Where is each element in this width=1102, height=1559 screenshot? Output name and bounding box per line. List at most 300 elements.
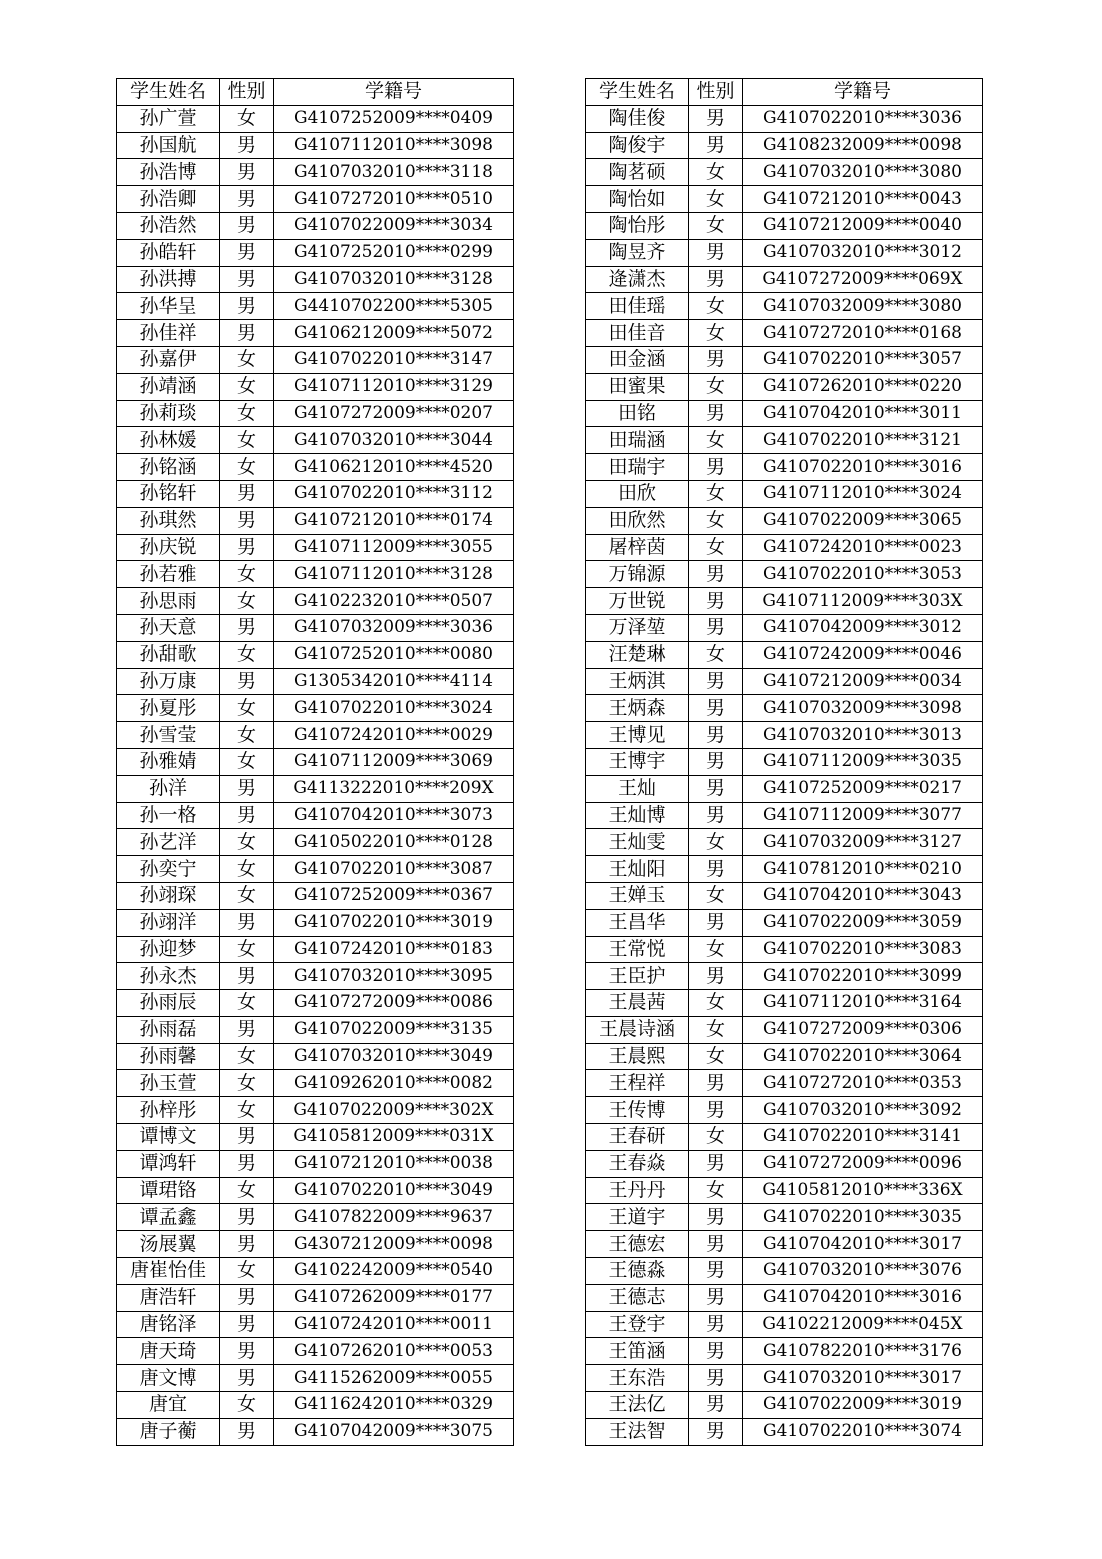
column-header-gender: 性别: [689, 79, 743, 106]
table-row: [586, 1204, 983, 1231]
student-id-cell: G4107272009****0086: [274, 990, 514, 1017]
gender-cell: 男: [220, 1311, 274, 1338]
gender-cell: 男: [220, 212, 274, 239]
column-header-student-id: 学籍号: [743, 79, 983, 106]
student-id-cell: G4107112010****3128: [274, 561, 514, 588]
student-name-cell: 孙天意: [117, 614, 220, 641]
student-name-cell: 王春研: [586, 1124, 689, 1151]
student-name-cell: 孙铭涵: [117, 454, 220, 481]
student-id-cell: G4107272009****0207: [274, 400, 514, 427]
student-name-cell: 王炳淇: [586, 668, 689, 695]
student-id-cell: G4107022010****3035: [743, 1204, 983, 1231]
student-name-cell: 孙靖涵: [117, 373, 220, 400]
table-row: [117, 534, 514, 561]
student-id-cell: G4113222010****209X: [274, 775, 514, 802]
table-row: [586, 936, 983, 963]
table-row: [586, 668, 983, 695]
table-row: [117, 641, 514, 668]
table-row: [586, 963, 983, 990]
student-name-cell: 王程祥: [586, 1070, 689, 1097]
gender-cell: 男: [689, 400, 743, 427]
table-row: [586, 614, 983, 641]
student-name-cell: 唐崔怡佳: [117, 1258, 220, 1285]
column-header-student-id: 学籍号: [274, 79, 514, 106]
table-row: [586, 1231, 983, 1258]
gender-cell: 女: [689, 1043, 743, 1070]
gender-cell: 男: [689, 1204, 743, 1231]
student-name-cell: 逄潇杰: [586, 266, 689, 293]
student-id-cell: G4107112010****3164: [743, 990, 983, 1017]
student-id-cell: G4107032009****3036: [274, 614, 514, 641]
student-id-cell: G4107112010****3024: [743, 480, 983, 507]
gender-cell: 男: [220, 668, 274, 695]
table-row: [586, 239, 983, 266]
student-name-cell: 孙迎梦: [117, 936, 220, 963]
student-id-cell: G4107272009****0306: [743, 1016, 983, 1043]
table-row: [117, 427, 514, 454]
table-row: [117, 1150, 514, 1177]
table-row: [586, 534, 983, 561]
table-row: [586, 427, 983, 454]
student-name-cell: 陶茗硕: [586, 159, 689, 186]
student-id-cell: G4107822009****9637: [274, 1204, 514, 1231]
gender-cell: 女: [220, 454, 274, 481]
student-name-cell: 孙嘉伊: [117, 346, 220, 373]
table-row: [117, 1204, 514, 1231]
table-row: [586, 695, 983, 722]
student-id-cell: G4107242010****0023: [743, 534, 983, 561]
gender-cell: 男: [220, 1284, 274, 1311]
student-name-cell: 王灿阳: [586, 856, 689, 883]
student-name-cell: 孙永杰: [117, 963, 220, 990]
student-name-cell: 汤展翼: [117, 1231, 220, 1258]
student-id-cell: G4107022010****3053: [743, 561, 983, 588]
gender-cell: 男: [220, 507, 274, 534]
student-name-cell: 孙广萱: [117, 105, 220, 132]
student-name-cell: 孙浩卿: [117, 186, 220, 213]
student-name-cell: 田欣然: [586, 507, 689, 534]
gender-cell: 男: [220, 1204, 274, 1231]
table-row: [586, 159, 983, 186]
gender-cell: 女: [689, 186, 743, 213]
student-name-cell: 万泽堃: [586, 614, 689, 641]
gender-cell: 男: [220, 1231, 274, 1258]
table-row: [117, 480, 514, 507]
gender-cell: 男: [689, 266, 743, 293]
student-roster-table-right: [585, 78, 983, 1446]
student-id-cell: G4107042010****3016: [743, 1284, 983, 1311]
student-name-cell: 唐天琦: [117, 1338, 220, 1365]
student-id-cell: G1305342010****4114: [274, 668, 514, 695]
table-row: [586, 1097, 983, 1124]
table-row: [117, 266, 514, 293]
student-name-cell: 孙一格: [117, 802, 220, 829]
student-id-cell: G4107022010****3064: [743, 1043, 983, 1070]
table-row: [586, 561, 983, 588]
gender-cell: 女: [689, 507, 743, 534]
gender-cell: 女: [689, 480, 743, 507]
student-id-cell: G4107212009****0040: [743, 212, 983, 239]
gender-cell: 女: [689, 936, 743, 963]
table-row: [586, 480, 983, 507]
student-name-cell: 孙若雅: [117, 561, 220, 588]
student-id-cell: G4107042010****3043: [743, 882, 983, 909]
table-row: [117, 346, 514, 373]
table-row: [586, 1124, 983, 1151]
table-row: [117, 668, 514, 695]
student-id-cell: G4107272010****0168: [743, 320, 983, 347]
student-name-cell: 谭博文: [117, 1124, 220, 1151]
student-name-cell: 王灿雯: [586, 829, 689, 856]
student-name-cell: 万世锐: [586, 588, 689, 615]
table-row: [586, 1365, 983, 1392]
gender-cell: 女: [220, 1177, 274, 1204]
gender-cell: 女: [220, 1258, 274, 1285]
table-row: [117, 748, 514, 775]
gender-cell: 男: [689, 105, 743, 132]
student-id-cell: G4107022009****3059: [743, 909, 983, 936]
student-name-cell: 孙雨馨: [117, 1043, 220, 1070]
table-row: [117, 882, 514, 909]
student-name-cell: 王道宇: [586, 1204, 689, 1231]
table-row: [586, 186, 983, 213]
table-row: [117, 1365, 514, 1392]
table-row: [586, 802, 983, 829]
student-name-cell: 王春焱: [586, 1150, 689, 1177]
table-row: [117, 722, 514, 749]
student-id-cell: G4107022010****3121: [743, 427, 983, 454]
student-id-cell: G4107022010****3024: [274, 695, 514, 722]
table-row: [586, 882, 983, 909]
table-row: [117, 588, 514, 615]
gender-cell: 女: [689, 641, 743, 668]
gender-cell: 男: [689, 802, 743, 829]
student-name-cell: 王东浩: [586, 1365, 689, 1392]
gender-cell: 男: [689, 1311, 743, 1338]
table-row: [586, 1150, 983, 1177]
table-row: [117, 186, 514, 213]
gender-cell: 男: [689, 1365, 743, 1392]
student-id-cell: G4102242009****0540: [274, 1258, 514, 1285]
student-id-cell: G4116242010****0329: [274, 1392, 514, 1419]
gender-cell: 男: [689, 695, 743, 722]
gender-cell: 男: [220, 1150, 274, 1177]
student-roster-table-left: [116, 78, 514, 1446]
table-row: [586, 507, 983, 534]
gender-cell: 女: [689, 427, 743, 454]
student-id-cell: G4107022010****3112: [274, 480, 514, 507]
student-name-cell: 陶怡如: [586, 186, 689, 213]
student-name-cell: 田瑞涵: [586, 427, 689, 454]
student-id-cell: G4105812010****336X: [743, 1177, 983, 1204]
student-name-cell: 王晨熙: [586, 1043, 689, 1070]
student-name-cell: 陶佳俊: [586, 105, 689, 132]
student-name-cell: 王炳森: [586, 695, 689, 722]
table-row: [117, 105, 514, 132]
student-id-cell: G4107022010****3099: [743, 963, 983, 990]
table-row: [586, 400, 983, 427]
student-name-cell: 孙佳祥: [117, 320, 220, 347]
gender-cell: 女: [220, 695, 274, 722]
gender-cell: 男: [689, 909, 743, 936]
student-name-cell: 孙华呈: [117, 293, 220, 320]
student-id-cell: G4107022009****3034: [274, 212, 514, 239]
table-row: [117, 1016, 514, 1043]
student-name-cell: 孙铭轩: [117, 480, 220, 507]
student-name-cell: 唐文博: [117, 1365, 220, 1392]
table-row: [117, 454, 514, 481]
table-row: [586, 588, 983, 615]
student-name-cell: 田欣: [586, 480, 689, 507]
student-id-cell: G4107112009****3069: [274, 748, 514, 775]
table-row: [117, 561, 514, 588]
student-id-cell: G4107022009****3135: [274, 1016, 514, 1043]
table-row: [117, 695, 514, 722]
table-row: [117, 1070, 514, 1097]
table-row: [586, 829, 983, 856]
gender-cell: 女: [220, 1070, 274, 1097]
gender-cell: 女: [220, 856, 274, 883]
gender-cell: 女: [220, 1392, 274, 1419]
student-id-cell: G4107032009****3098: [743, 695, 983, 722]
gender-cell: 女: [220, 561, 274, 588]
gender-cell: 男: [689, 588, 743, 615]
table-row: [586, 212, 983, 239]
student-name-cell: 王登宇: [586, 1311, 689, 1338]
student-name-cell: 孙雅婧: [117, 748, 220, 775]
gender-cell: 男: [689, 722, 743, 749]
student-id-cell: G4107272009****069X: [743, 266, 983, 293]
gender-cell: 女: [220, 990, 274, 1017]
student-id-cell: G4107032010****3049: [274, 1043, 514, 1070]
student-id-cell: G4107112009****3035: [743, 748, 983, 775]
student-id-cell: G4107272009****0096: [743, 1150, 983, 1177]
table-row: [117, 1231, 514, 1258]
student-name-cell: 谭孟鑫: [117, 1204, 220, 1231]
table-row: [586, 1284, 983, 1311]
student-name-cell: 孙翊洋: [117, 909, 220, 936]
student-id-cell: G4107112010****3129: [274, 373, 514, 400]
student-name-cell: 唐铭泽: [117, 1311, 220, 1338]
table-row: [586, 909, 983, 936]
gender-cell: 男: [689, 1231, 743, 1258]
gender-cell: 男: [689, 1338, 743, 1365]
gender-cell: 男: [689, 1258, 743, 1285]
student-id-cell: G4107252009****0367: [274, 882, 514, 909]
student-id-cell: G4107022009****302X: [274, 1097, 514, 1124]
table-row: [117, 936, 514, 963]
student-id-cell: G4107022010****3083: [743, 936, 983, 963]
gender-cell: 女: [220, 829, 274, 856]
gender-cell: 男: [689, 239, 743, 266]
table-row: [117, 212, 514, 239]
student-id-cell: G4107212009****0034: [743, 668, 983, 695]
gender-cell: 女: [689, 534, 743, 561]
student-id-cell: G4107032009****3127: [743, 829, 983, 856]
gender-cell: 男: [220, 186, 274, 213]
table-row: [117, 1311, 514, 1338]
table-row: [117, 1124, 514, 1151]
gender-cell: 男: [689, 775, 743, 802]
student-id-cell: G4107032009****3080: [743, 293, 983, 320]
table-row: [586, 641, 983, 668]
student-name-cell: 孙艺洋: [117, 829, 220, 856]
table-row: [117, 829, 514, 856]
student-id-cell: G4107112010****3098: [274, 132, 514, 159]
gender-cell: 男: [689, 1097, 743, 1124]
student-id-cell: G4106212010****4520: [274, 454, 514, 481]
student-name-cell: 王昌华: [586, 909, 689, 936]
student-id-cell: G4107032010****3095: [274, 963, 514, 990]
gender-cell: 女: [220, 641, 274, 668]
student-id-cell: G4109262010****0082: [274, 1070, 514, 1097]
student-id-cell: G4307212009****0098: [274, 1231, 514, 1258]
student-id-cell: G4107272010****0510: [274, 186, 514, 213]
student-name-cell: 王常悦: [586, 936, 689, 963]
table-row: [586, 132, 983, 159]
gender-cell: 男: [689, 856, 743, 883]
student-name-cell: 王灿: [586, 775, 689, 802]
gender-cell: 男: [689, 132, 743, 159]
table-row: [117, 320, 514, 347]
table-row: [117, 239, 514, 266]
student-id-cell: G4107032010****3080: [743, 159, 983, 186]
table-row: [586, 748, 983, 775]
gender-cell: 女: [689, 829, 743, 856]
student-name-cell: 王笛涵: [586, 1338, 689, 1365]
gender-cell: 男: [689, 561, 743, 588]
gender-cell: 女: [689, 990, 743, 1017]
gender-cell: 女: [220, 588, 274, 615]
table-row: [117, 614, 514, 641]
table-row: [586, 856, 983, 883]
student-name-cell: 田瑞宇: [586, 454, 689, 481]
gender-cell: 男: [689, 1150, 743, 1177]
student-id-cell: G4107032010****3128: [274, 266, 514, 293]
table-row: [117, 856, 514, 883]
student-name-cell: 谭珺铬: [117, 1177, 220, 1204]
gender-cell: 男: [689, 748, 743, 775]
table-row: [117, 1338, 514, 1365]
student-id-cell: G4107242010****0011: [274, 1311, 514, 1338]
table-row: [117, 1418, 514, 1445]
gender-cell: 女: [220, 882, 274, 909]
student-id-cell: G4107022010****3087: [274, 856, 514, 883]
table-row: [586, 105, 983, 132]
student-id-cell: G4108232009****0098: [743, 132, 983, 159]
student-id-cell: G4107042010****3011: [743, 400, 983, 427]
student-name-cell: 孙玉萱: [117, 1070, 220, 1097]
student-id-cell: G4107242010****0183: [274, 936, 514, 963]
student-id-cell: G4107042010****3073: [274, 802, 514, 829]
student-id-cell: G4107032010****3118: [274, 159, 514, 186]
student-id-cell: G4107262010****0220: [743, 373, 983, 400]
gender-cell: 男: [220, 963, 274, 990]
table-row: [586, 775, 983, 802]
student-id-cell: G4107022010****3019: [274, 909, 514, 936]
table-row: [586, 1043, 983, 1070]
student-name-cell: 孙雨辰: [117, 990, 220, 1017]
gender-cell: 男: [220, 266, 274, 293]
gender-cell: 男: [220, 1124, 274, 1151]
student-name-cell: 王博宇: [586, 748, 689, 775]
table-row: [586, 1016, 983, 1043]
student-name-cell: 孙浩然: [117, 212, 220, 239]
student-id-cell: G4107112009****3077: [743, 802, 983, 829]
student-id-cell: G4107022010****3141: [743, 1124, 983, 1151]
table-row: [586, 1258, 983, 1285]
gender-cell: 女: [689, 373, 743, 400]
student-name-cell: 王传博: [586, 1097, 689, 1124]
gender-cell: 男: [689, 1392, 743, 1419]
gender-cell: 女: [220, 346, 274, 373]
table-row: [117, 775, 514, 802]
student-id-cell: G4107022010****3057: [743, 346, 983, 373]
table-row: [117, 990, 514, 1017]
table-row: [117, 963, 514, 990]
student-name-cell: 王法亿: [586, 1392, 689, 1419]
gender-cell: 男: [689, 614, 743, 641]
student-id-cell: G4107042010****3017: [743, 1231, 983, 1258]
table-row: [586, 1392, 983, 1419]
student-id-cell: G4107032010****3013: [743, 722, 983, 749]
student-id-cell: G4107212010****0043: [743, 186, 983, 213]
student-id-cell: G4107112009****3055: [274, 534, 514, 561]
table-row: [117, 1097, 514, 1124]
student-name-cell: 孙林媛: [117, 427, 220, 454]
student-id-cell: G4107022010****3147: [274, 346, 514, 373]
student-name-cell: 唐宜: [117, 1392, 220, 1419]
student-name-cell: 孙甜歌: [117, 641, 220, 668]
student-name-cell: 孙琪然: [117, 507, 220, 534]
gender-cell: 女: [220, 400, 274, 427]
student-id-cell: G4107212010****0174: [274, 507, 514, 534]
student-name-cell: 王晨茜: [586, 990, 689, 1017]
gender-cell: 男: [689, 1418, 743, 1445]
gender-cell: 男: [689, 454, 743, 481]
gender-cell: 女: [689, 882, 743, 909]
student-id-cell: G4107812010****0210: [743, 856, 983, 883]
student-id-cell: G4107022009****3019: [743, 1392, 983, 1419]
student-name-cell: 孙洪搏: [117, 266, 220, 293]
student-name-cell: 唐浩轩: [117, 1284, 220, 1311]
student-id-cell: G4107042009****3012: [743, 614, 983, 641]
gender-cell: 男: [220, 1418, 274, 1445]
student-id-cell: G4107032010****3012: [743, 239, 983, 266]
student-id-cell: G4107252010****0299: [274, 239, 514, 266]
table-row: [586, 373, 983, 400]
student-name-cell: 屠梓茵: [586, 534, 689, 561]
gender-cell: 男: [220, 909, 274, 936]
table-row: [586, 454, 983, 481]
table-row: [117, 1043, 514, 1070]
gender-cell: 男: [689, 346, 743, 373]
table-row: [586, 1418, 983, 1445]
gender-cell: 女: [220, 427, 274, 454]
gender-cell: 女: [689, 293, 743, 320]
student-id-cell: G4107032010****3044: [274, 427, 514, 454]
student-name-cell: 孙国航: [117, 132, 220, 159]
student-name-cell: 田佳音: [586, 320, 689, 347]
student-id-cell: G4107252009****0409: [274, 105, 514, 132]
student-name-cell: 田佳瑶: [586, 293, 689, 320]
student-name-cell: 陶怡彤: [586, 212, 689, 239]
gender-cell: 女: [689, 212, 743, 239]
table-row: [117, 159, 514, 186]
student-name-cell: 孙洋: [117, 775, 220, 802]
gender-cell: 男: [220, 132, 274, 159]
student-name-cell: 王晨诗涵: [586, 1016, 689, 1043]
